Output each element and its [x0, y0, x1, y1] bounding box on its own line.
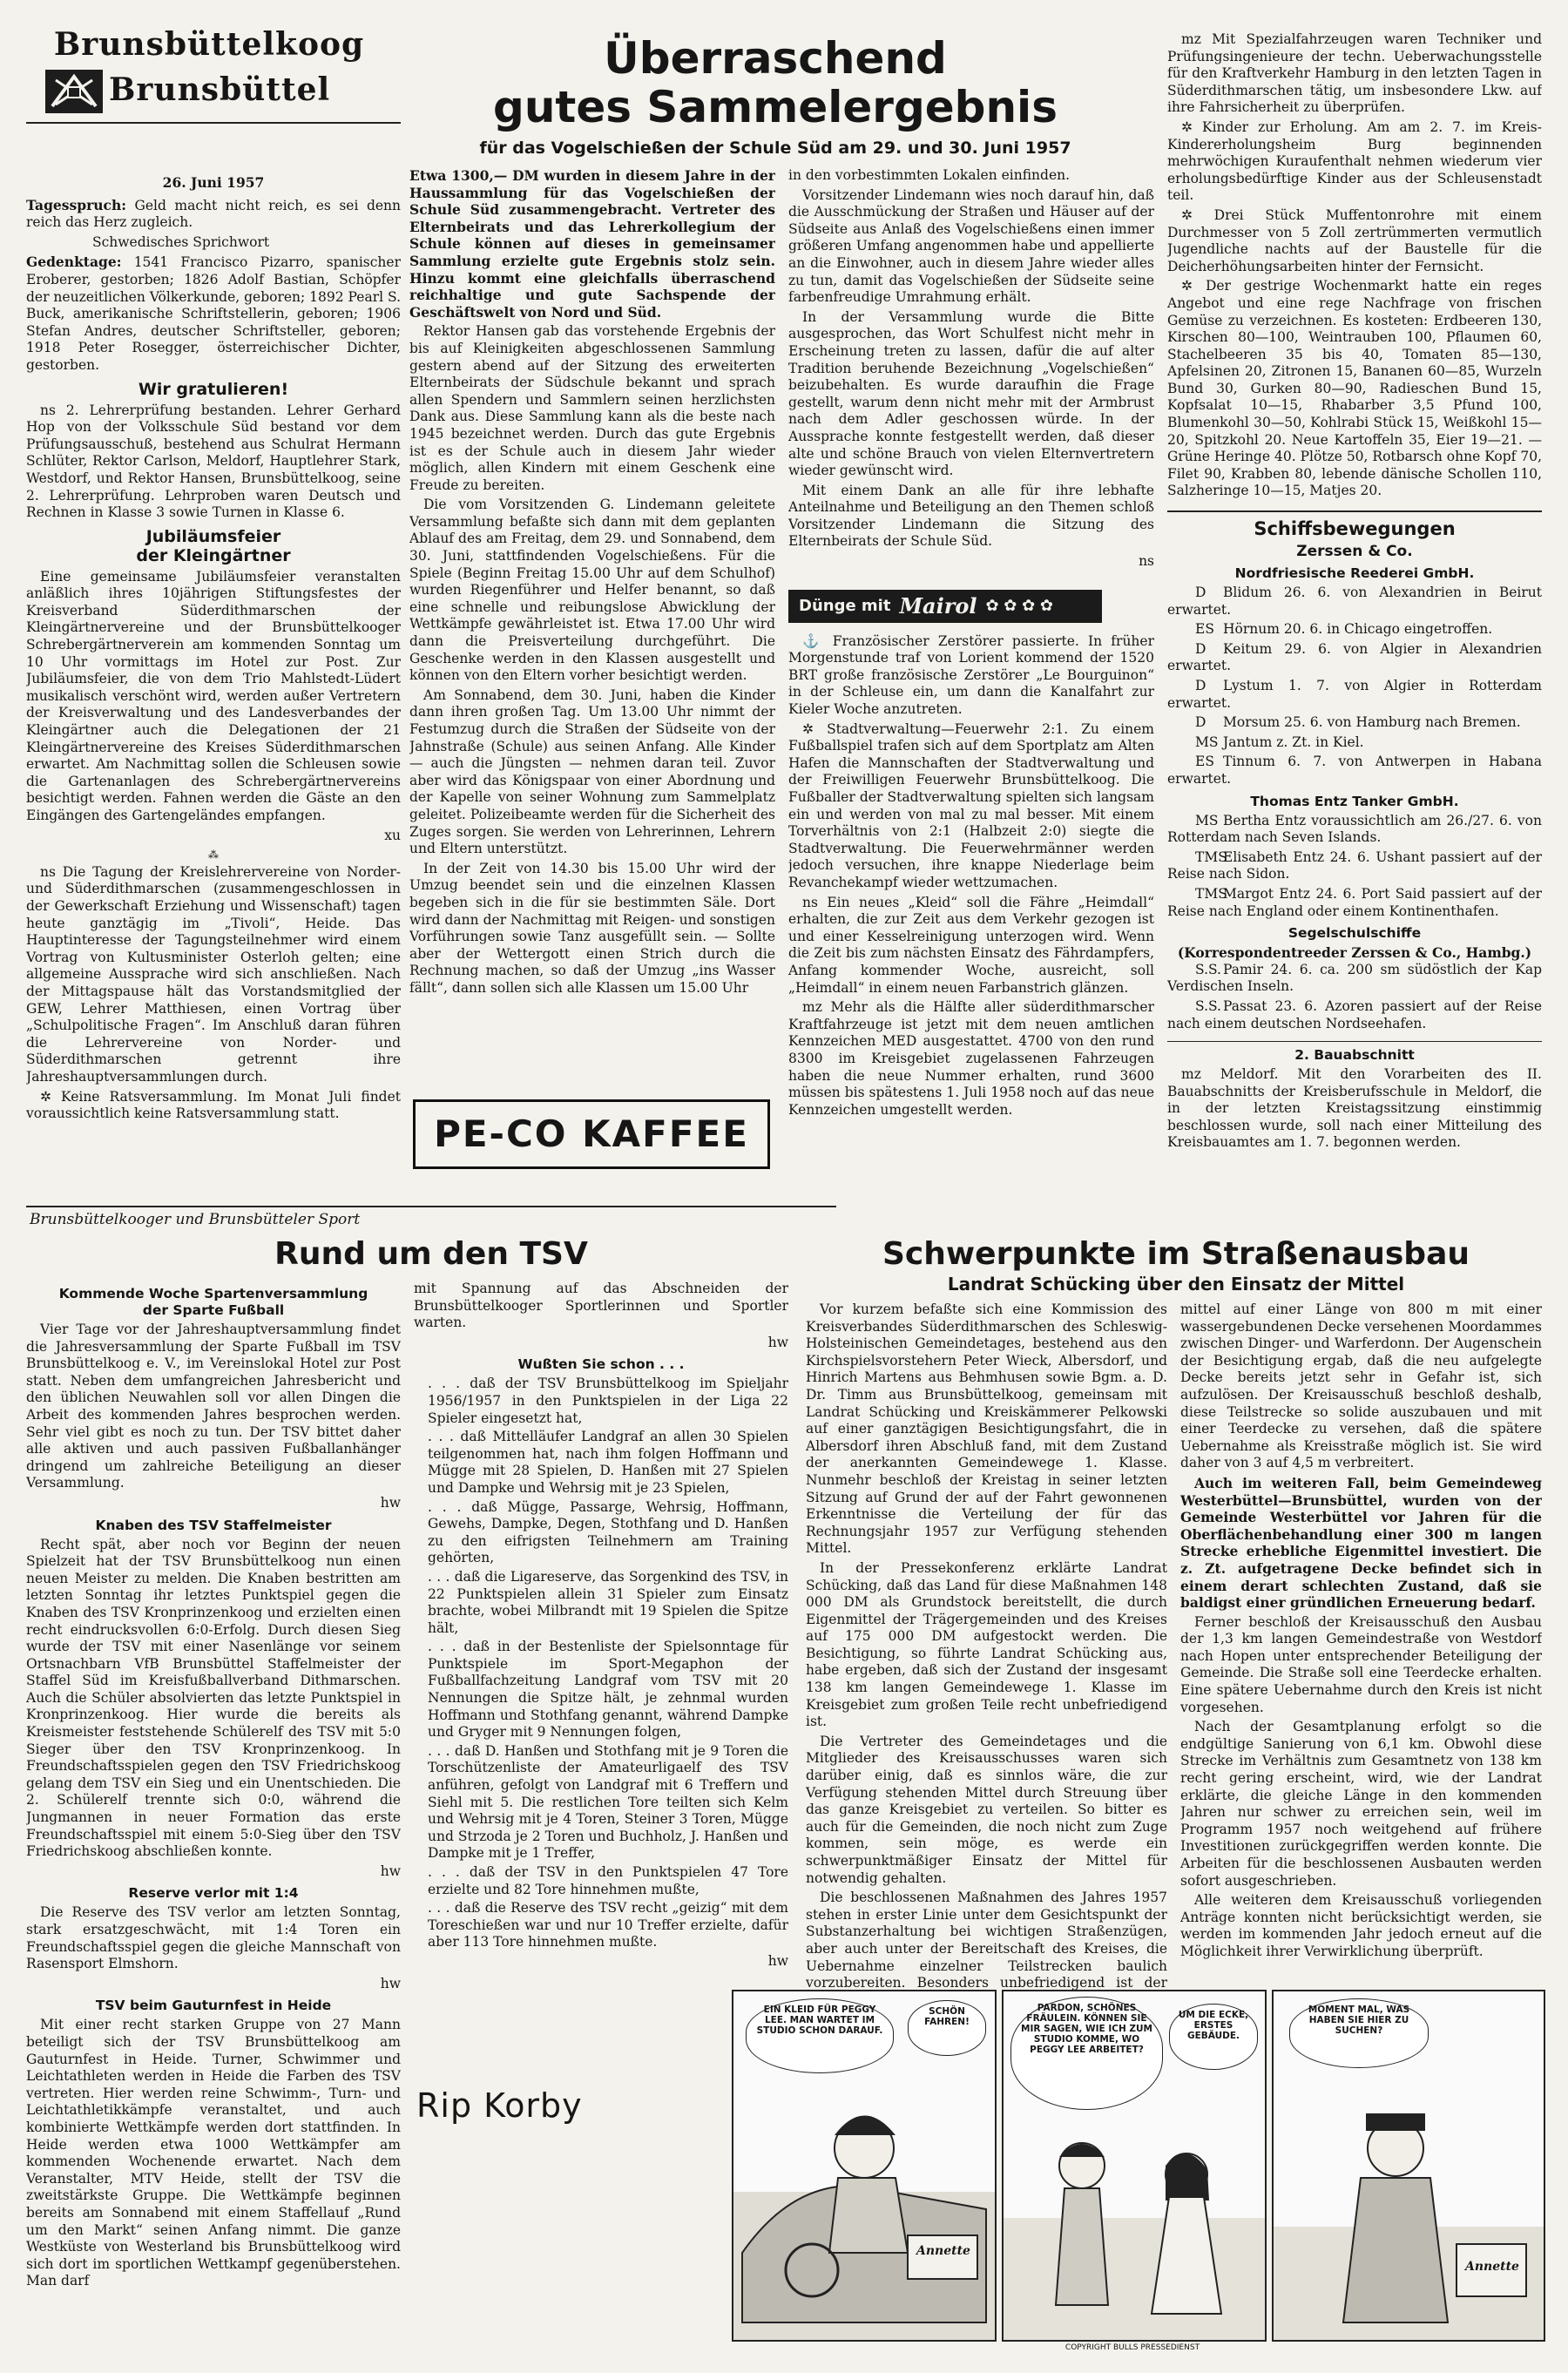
bau-text: mz Meldorf. Mit den Vorarbeiten des II. Bauabschnitts der Kreisberufsschule in Meldorf, die in der letzten Kreistagssitzung einstimmig beschlossen wurde, soll nach einer Mitteilung des Kreisbauamtes am 1. 7. begonnen werden.: [1167, 1066, 1542, 1151]
headline-2: gutes Sammelergebnis: [493, 82, 1058, 132]
edition-date: 26. Juni 1957: [162, 174, 265, 191]
ship-entry: [1167, 621, 1542, 639]
speech-balloon-3: PARDON, SCHÖNES FRÄULEIN. KÖNNEN SIE MIR SAGEN, WIE ICH ZUM STUDIO KOMME, WO PEGGY LEE ARBEITET?: [1010, 1997, 1163, 2110]
tagesspruch-text: Geld macht nicht reich, es sei denn reich das Herz zugleich.: [26, 197, 401, 231]
ad-peco-text: PE-CO KAFFEE: [434, 1112, 749, 1155]
flower-icon: ✿ ✿ ✿ ✿: [985, 596, 1053, 615]
schiff-company: Zerssen & Co.: [1296, 543, 1413, 561]
schiff-heading: Schiffsbewegungen: [1254, 518, 1456, 540]
tagesspruch-label: Tagesspruch:: [26, 196, 126, 213]
star-icon: ✲: [1181, 206, 1214, 223]
ship-code: S.S.: [1195, 997, 1221, 1014]
panel1-sign: Annette: [916, 2244, 970, 2258]
city-crest-icon: [44, 68, 105, 115]
right-column: [1167, 31, 1542, 1181]
ship-entry: [1167, 813, 1542, 847]
ship-entry: [1167, 678, 1542, 712]
article-p2: Die vom Vorsitzenden G. Lindemann geleitete Versammlung befaßte sich dann mit dem geplanten Ablauf des am Freitag, dem 29. und Sonnabend, dem 30. Juni, stattfindenden Vogelschießens. Für die Spiele (Beginn Freitag 15.00 Uhr auf dem Schulhof) wurden Riegenführer und Helfer benannt, so daß eine schnelle und reibungslose Abwicklung der Wettkämpfe gewährleistet ist. Etwa 17.00 Uhr wird dann die Preisverteilung durchgeführt. Die Geschenke werden in den Klassen ausgestellt und können von den Eltern vorher besichtigt werden.: [409, 497, 775, 684]
sport-section-label: Brunsbüttelkooger und Brunsbütteler Sport: [30, 1211, 361, 1228]
strasse-d2: Auch im weiteren Fall, beim Gemeindeweg Westerbüttel—Brunsbüttel, wurden von der Gemeinde Westerbüttel vor Jahren für die Oberflächenbehandlung einer 300 m langen Strecke erhebliche Eigenmittel investiert. Die z. Zt. aufgetragene Decke befindet sich in einem derart schlechten Zustand, daß sie baldigst einer gründlichen Erneuerung bedarf.: [1180, 1474, 1542, 1612]
ship-text: Morsum 25. 6. von Hamburg nach Bremen.: [1223, 714, 1521, 731]
speech-balloon-5: MOMENT MAL, WAS HABEN SIE HIER ZU SUCHEN?: [1289, 1998, 1429, 2068]
comic-credit: COPYRIGHT BULLS PRESSEDIENST: [1064, 2343, 1200, 2352]
strasse-d4: Nach der Gesamtplanung erfolgt so die endgültige Sanierung von 6,1 km. Obwohl diese Strecke im Verhältnis zum Gesamtnetz von 138 km recht gering erscheint, wird, wie der Landrat erklärte, die gleiche Länge in den kommenden Jahren nur schwer zu erreichen sein, weil im Programm 1957 noch weitgehend auf frühere Investitionen zurückgegriffen werden konnte. Die Arbeiten für die beschlossenen Ausbauten werden sofort ausgeschrieben.: [1180, 1719, 1542, 1889]
comic-title: Rip Korby: [416, 2086, 583, 2125]
ship-icon: ⚓: [802, 632, 833, 649]
ship-code: MS: [1195, 812, 1219, 828]
strasse-d5: Alle weiteren dem Kreisausschuß vorliegenden Anträge konnten nicht berücksichtigt werden, sie werden im kommenden Jahr jedoch erneut auf die Möglichkeit ihrer Verwirklichung überprüft.: [1180, 1892, 1542, 1959]
segel-heading: Segelschulschiffe: [1288, 925, 1422, 942]
franz-text: ⚓ Französischer Zerstörer passierte. In früher Morgenstunde traf von Lorient kommend der 1520 BRT große französische Zerstörer „Le Bourguinon“ in der Schleuse ein, um dann die Kanalfahrt zur Kieler Woche anzutreten.: [788, 632, 1154, 718]
masthead-line1: Brunsbüttelkoog: [53, 26, 365, 63]
ship-code: S.S.: [1195, 961, 1221, 977]
ad-peco-kaffee[interactable]: [413, 1099, 770, 1169]
markt-text: ✲ Der gestrige Wochenmarkt hatte ein reges Angebot und eine rege Nachfrage von frischen Gemüse zu verzeichnen. Es kosteten: Erdbeeren 130, Kirschen 80—100, Weintrauben 100, Pflaumen 60, Stachelbeeren 35 bis 40, Tomaten 85—130, Apfelsinen 20, Zitronen 15, Bananen 60—85, Wurzeln Bund 30, Gurken 80—90, Radieschen Bund 15, Kopfsalat 10—15, Rhabarber 3,5 Pfund 100, Blumenkohl 30—50, Kohlrabi Stück 15, Weißkohl 15—20, Spitzkohl 20. Neue Kartoffeln 35, Eier 19—21. — Grüne Heringe 40. Plötze 50, Rotbarsch ohne Kopf 70, Filet 90, Krabben 80, lebende dänische Schollen 110, Salzheringe 10—15, Matjes 20.: [1167, 278, 1542, 499]
entz-heading: Thomas Entz Tanker GmbH.: [1250, 793, 1459, 809]
middle-column-2: [788, 167, 1154, 1169]
wussten-item: . . . daß in der Bestenliste der Spielsonntage für Punktspiele im Sport-Megaphon der Fußballfachzeitung Landgraf vom TSV mit 20 Nennungen die Spitze hält, je zehnmal wurden Hoffmann und Stothfang genannt, während Dampke und Gryger mit 9 Nennungen folgen,: [428, 1639, 788, 1741]
article-p1: Rektor Hansen gab das vorstehende Ergebnis der bis auf Kleinigkeiten abgeschlossenen Sammlung gestern abend auf der Sitzung des erweiterten Elternbeirats der Südschule bekannt und sprach allen Spendern und Sammlern seinen herzlichsten Dank aus. Diese Sammlung kann als die beste nach 1945 bezeichnet werden. Durch das gute Ergebnis ist es der Schule auch in diesem Jahr wieder möglich, allen Kindern mit einem Geschenk eine Freude zu bereiten.: [409, 323, 775, 493]
article-p5: in den vorbestimmten Lokalen einfinden.: [788, 167, 1071, 183]
ship-text: Elisabeth Entz 24. 6. Ushant passiert auf der Reise nach Sidon.: [1167, 848, 1542, 882]
tagesspruch-source: Schwedisches Sprichwort: [92, 233, 270, 250]
star-icon: ✲: [1181, 278, 1206, 294]
strasse-subtitle: Landrat Schücking über den Einsatz der Mittel: [947, 1274, 1405, 1295]
kleid-text: ns Ein neues „Kleid“ soll die Fähre „Heimdall“ erhalten, die zur Zeit aus dem Verkehr gezogen ist und einer Kesselreinigung unterzogen wird. Wenn die Zeit bis zum nächsten Einsatz des Fährdampfers, Anfang kommender Woche, ausreicht, soll „Heimdall“ in einem neuen Farbanstrich glänzen.: [788, 894, 1154, 996]
comic-panel-2: [1002, 1990, 1267, 2342]
ad-mairol-brand: Mairol: [899, 592, 977, 619]
ship-code: TMS: [1195, 885, 1227, 902]
ship-code: ES: [1195, 754, 1214, 770]
strasse-column-1: [806, 1301, 1167, 1990]
ship-list-entz: [1167, 813, 1542, 921]
strasse-d1: mittel auf einer Länge von 800 m mit einer wassergebundenen Decke versehenen Moordammes zwischen Dinger- und Warferdonn. Der Augenschein der Besichtigung ergab, daß die neu aufgelegte Decke bereits jetzt sehr in Gefahr ist, sich aufzulösen. Der Kreisausschuß beschloß deshalb, diese Teilstrecke so solide auszubauen und mit einer Teerdecke zu versehen, daß die spätere Uebernahme als Kreisstraße möglich ist. Sie wird daher von 3 auf 4,5 m verbreitert.: [1180, 1301, 1542, 1471]
headline-1: Überraschend: [604, 33, 947, 84]
ship-entry: [1167, 998, 1542, 1032]
s1-text: Vier Tage vor der Jahreshauptversammlung findet die Jahresversammlung der Sparte Fußball im TSV Brunsbüttelkoog e. V., im Vereinslokal Hotel zur Post statt. Neben dem umfangreichen Jahresbericht und den üblichen Neuwahlen soll vor allen Dingen die Arbeit des kommenden Jahres besprochen werden. Sehr viel gibt es noch zu tun. Der TSV bittet daher alle aktiven und auch passiven Fußballanhänger dringend um zahlreiche Beteiligung an dieser Versammlung.: [26, 1322, 401, 1491]
gratulieren-heading: Wir gratulieren!: [138, 379, 289, 399]
article-p6: Vorsitzender Lindemann wies noch darauf hin, daß die Ausschmückung der Straßen und Häuser auf der Südseite aus Anlaß des Vogelschießens einen immer größeren Umfang angenommen habe und appellierte an die Einwohner, auch in diesem Jahre wieder alles zu tun, damit das Vogelschießen der Südseite seine farbenfreudige Umrahmung erhält.: [788, 186, 1154, 306]
s4-heading: TSV beim Gauturnfest in Heide: [95, 1998, 332, 2014]
ship-code: D: [1195, 678, 1206, 693]
ship-code: ES: [1195, 621, 1214, 638]
bau-heading: 2. Bauabschnitt: [1294, 1047, 1415, 1064]
article-p4: In der Zeit von 14.30 bis 15.00 Uhr wird der Umzug beendet sein und die einzelnen Klassen begeben sich in die für sie bestimmten Säle. Dort wird dann der Nachmittag mit Reigen- und sonstigen Vorführungen sowie Tanz ausgefüllt sein. — Sollte aber der Wettergott einen Strich durch die Rechnung machen, so daß der Umzug „ins Wasser fällt“, dann sollen sich alle Klassen um 15.00 Uhr: [409, 860, 775, 996]
sport-rule: [26, 1206, 836, 1207]
article-lede: Etwa 1300,— DM wurden in diesem Jahre in der Haussammlung für das Vogelschießen der Schule Süd zusammengebracht. Vertreter des Elternbeirats und das Lehrerkollegium der Schule können auf dieses in gemeinsamer Sammlung erzielte gute Ergebnis stolz sein. Hinzu kommt eine gleichfalls überraschend reichhaltige und gute Sachspende der Geschäftswelt von Nord und Süd.: [409, 167, 775, 321]
rule-bau: [1167, 1041, 1542, 1042]
wussten-item: . . . daß die Ligareserve, das Sorgenkind des TSV, in 22 Punktspielen allein 31 Spieler zum Einsatz brachte, wobei Milbrandt mit 19 Spielen die Spitze hält,: [428, 1568, 788, 1636]
wussten-item: . . . daß der TSV in den Punktspielen 47 Tore erzielte und 82 Tore hinnehmen mußte,: [428, 1864, 788, 1897]
star-icon: ✲: [40, 1088, 62, 1105]
s2-heading: Knaben des TSV Staffelmeister: [95, 1517, 332, 1533]
spezial-text: mz Mit Spezialfahrzeugen waren Techniker und Prüfungsingenieure der techn. Ueberwachungsstelle für den Kraftverkehr Hamburg in den letzten Tagen in Süderdithmarschen tätig, um insbesondere Lkw. auf ihre Fahrsicherheit zu überprüfen.: [1167, 31, 1542, 116]
haelfte-text: mz Mehr als die Hälfte aller süderdithmarscher Kraftfahrzeuge ist jetzt mit dem neuen amtlichen Kennzeichen MED ausgestattet. 4700 von den rund 8300 im Kreisgebiet zugelassenen Fahrzeugen haben die neue Nummer erhalten, rund 3600 müssen bis spätestens 1. Juli 1958 noch auf das neue Kennzeichen umgestellt werden.: [788, 999, 1154, 1118]
ship-text: Pamir 24. 6. ca. 200 sm südöstlich der Kap Verdischen Inseln.: [1167, 961, 1542, 995]
headline-subtitle: für das Vogelschießen der Schule Süd am 29. und 30. Juni 1957: [479, 139, 1071, 158]
strasse-d3: Ferner beschloß der Kreisausschuß den Ausbau der 1,3 km langen Gemeindestraße von Westdorf nach Hopen unter entsprechender Beteiligung der Gemeinde. Die Straße soll eine Teerdecke erhalten. Eine spätere Uebernahme durch den Kreis ist nicht vorgesehen.: [1180, 1613, 1542, 1715]
wussten-item: . . . daß Mittelläufer Landgraf an allen 30 Spielen teilgenommen hat, nach ihm folgen Hoffmann und Mügge mit 28 Spielen, D. Hanßen mit 27 Spielen und Dampke und Wehrsig mit je 23 Spielen,: [428, 1429, 788, 1496]
ship-code: D: [1195, 640, 1206, 657]
schiff-reederei: Nordfriesische Reederei GmbH.: [1234, 565, 1475, 582]
s1-heading-1: Kommende Woche Spartenversammlung: [58, 1286, 368, 1301]
comic-panel-3: [1272, 1990, 1545, 2342]
wussten-item: . . . daß D. Hanßen und Stothfang mit je 9 Toren die Torschützenliste der Amateurligaelf des TSV anführen, gefolgt von Landgraf mit 6 Treffern und Siehl mit 5. Die restlichen Tore teilten sich Kelm und Wehrsig mit je 4 Toren, Steiner 3 Toren, Mügge und Strzoda je 2 Toren und Buchholz, J. Hanßen und Dampke mit je 1 Treffer,: [428, 1742, 788, 1862]
ship-text: Lystum 1. 7. von Algier in Rotterdam erwartet.: [1167, 678, 1542, 711]
stadt-text: ✲ Stadtverwaltung—Feuerwehr 2:1. Zu einem Fußballspiel trafen sich auf dem Sportplatz am Alten Hafen die Mannschaften der Stadtverwaltung und der Freiwilligen Feuerwehr Brunsbüttelkoog. Die Fußballer der Stadtverwaltung spielten sich langsam ein und werden von mal zu mal besser. Mit einem Torverhältnis von 2:1 (Halbzeit 2:0) siegte die Stadtverwaltung. Die Feuerwehrmänner werden jedoch versuchen, ihre knappe Niederlage beim Revanchekampf wieder wettzumachen.: [788, 720, 1154, 890]
muffen-text: ✲ Drei Stück Muffentonrohre mit einem Durchmesser von 5 Zoll zertrümmerten vermutlich Jugendliche nachts auf der Baustelle für die Deicherhöhungsarbeiten hinter der Fernsicht.: [1167, 206, 1542, 274]
ship-entry: [1167, 962, 1542, 996]
strasse-c1: Vor kurzem befaßte sich eine Kommission des Kreisverbandes Süderdithmarschen des Schleswig-Holsteinischen Gemeindetages, bestehend aus den Kirchspielsvorstehern Peter Wieck, Albersdorf, und Hinrich Martens aus Behmhusen sowie Bgm. a. D. Dr. Timm aus Brunsbüttelkoog, gemeinsam mit Landrat Schücking und Kreiskämmerer Pelkowski auf einer ganztägigen Besichtigungsfahrt, die in Albersdorf ihren Abschluß fand, mit dem Zustand der anerkannten Gemeindewege 1. Klasse. Nunmehr beschloß der Kreistag in seiner letzten Sitzung auf Grund der auf der Fahrt gewonnenen Erkenntnisse die Verteilung der für das Rechnungsjahr 1957 zur Verfügung stehenden Mittel.: [806, 1301, 1167, 1557]
ship-code: MS: [1195, 734, 1219, 750]
ship-list-nord: [1167, 585, 1542, 788]
masthead-line2: Brunsbüttel: [109, 71, 331, 108]
ship-entry: [1167, 734, 1542, 752]
kinder-text: ✲ Kinder zur Erholung. Am am 2. 7. im Kreis-Kindererholungsheim Burg beginnenden mehrwöchigen Kuraufenthalt nehmen wiederum vier erholungsbedürftige Kinder aus der Schleusenstadt teil.: [1167, 118, 1542, 204]
star-icon: ✲: [802, 720, 828, 737]
wussten-heading: Wußten Sie schon . . .: [517, 1356, 685, 1373]
article-p7: In der Versammlung wurde die Bitte ausgesprochen, das Wort Schulfest nicht mehr in Erscheinung treten zu lassen, dafür die auf alter Tradition beruhende Bezeichnung „Vogelschießen“ beizubehalten. Es wurde daraufhin die Frage gestellt, warum denn nicht mehr mit der Armbrust nach dem Adler geschossen würde. In der Aussprache konnte festgestellt werden, daß dieser alte und schöne Brauch von vielen Elternvertretern wieder gewünscht wird.: [788, 308, 1154, 479]
wussten-signature: hw: [767, 1952, 788, 1969]
ship-text: Tinnum 6. 7. von Antwerpen in Habana erwartet.: [1167, 754, 1542, 787]
ship-text: Margot Entz 24. 6. Port Said passiert auf der Reise nach England oder einem Kontinenthafen.: [1167, 885, 1542, 919]
article-p3: Am Sonnabend, dem 30. Juni, haben die Kinder dann ihren großen Tag. Um 13.00 Uhr nimmt der Festumzug durch die Straßen der Südseite von der Jahnstraße (Schule) aus seinen Anfang. Alle Kinder — auch die Jüngsten — nehmen daran teil. Zuvor aber wird das Königspaar von einer Abordnung und der Kapelle von seiner Wohnung zum Sammelplatz geleitet. Polizeibeamte werden für die Sicherheit des Zuges sorgen. Sie werden von Lehrerinnen, Lehrern und Eltern unterstützt.: [409, 686, 775, 857]
s4-continued: mit Spannung auf das Abschneiden der Brunsbüttelkooger Sportlerinnen und Sportler warten.: [414, 1281, 788, 1331]
middle-column-1: [409, 167, 775, 1173]
comic-panel-1: [732, 1990, 997, 2342]
speech-balloon-4: UM DIE ECKE, ERSTES GEBÄUDE.: [1169, 2004, 1258, 2070]
masthead-rule: [26, 122, 401, 124]
ship-text: Blidum 26. 6. von Alexandrien in Beirut erwartet.: [1167, 585, 1542, 618]
strasse-c3: Die Vertreter des Gemeindetages und die Mitglieder des Kreisausschusses waren sich darüber einig, daß es sinnlos wäre, die zur Verfügung stehenden Mittel durch Streuung über das ganze Kreisgebiet zu verteilen. So bitter es auch für die Gemeinden, die noch nicht zum Zuge kommen, sein möge, es werde ein schwerpunktmäßiger Einsatz der Mittel für notwendig gehalten.: [806, 1733, 1167, 1886]
s4-text: Mit einer recht starken Gruppe von 27 Mann beteiligt sich der TSV Brunsbüttelkoog am Gauturnfest in Heide. Turner, Schwimmer und Leichtathleten werden in Heide die Farben des TSV vertreten. Hier werden reine Schwimm-, Turn- und Leichtathletikkämpfe veranstaltet, und auch kombinierte Wettkämpfe werden dort stattfinden. In Heide werden etwa 1000 Wettkämpfer am kommenden Wochenende erwartet. Nach dem Veranstalter, MTV Heide, stellt der TSV die zweitstärkste Gruppe. Die Wettkämpfe beginnen bereits am Sonnabend mit einem Staffellauf „Rund um den Markt“ seinen Anfang nimmt. Die ganze Westküste von Westerland bis Brunsbüttelkoog wird sich dort im sportlichen Wettkampf gegenüberstehen. Man darf: [26, 2017, 401, 2289]
ship-text: Passat 23. 6. Azoren passiert auf der Reise nach einem deutschen Nordseehafen.: [1167, 997, 1542, 1031]
wussten-item: . . . daß die Reserve des TSV recht „geizig“ mit dem Toreschießen war und nur 10 Treffer erzielte, dafür aber 113 Tore hinnehmen mußte.: [428, 1900, 788, 1950]
article-p8-sig: ns: [1139, 553, 1154, 570]
wussten-list: [414, 1376, 788, 1951]
rule-schiff: [1167, 510, 1542, 512]
jubilaeum-signature: xu: [384, 827, 401, 843]
gedenktage-text: 1541 Francisco Pizarro, spanischer Eroberer, gestorben; 1826 Adolf Bastian, Schöpfer der neuzeitlichen Völkerkunde, geboren; 1892 Pearl S. Buck, amerikanische Schriftstellerin, geboren; 1906 Stefan Andres, deutscher Schriftsteller, geboren; 1918 Peter Rosegger, österreichischer Dichter, gestorben.: [26, 254, 401, 373]
jubilaeum-text: Eine gemeinsame Jubiläumsfeier veranstalten anläßlich ihres 10jährigen Stiftungsfestes der Kreisverband Süderdithmarschen der Kleingärtnervereine und der Brunsbüttelkooger Schrebergärtnerverein am kommenden Sonntag um 10 Uhr vormittags im Hotel zur Post. Zur Jubiläumsfeier, die von dem Trio Mahlstedt-Lüdert musikalisch verschönt wird, werden außer Vertretern der Kreisverwaltung und des Landesverbandes der Kleingärtner auch die Delegationen der 21 Kleingärtnervereine des Kreises Süderdithmarschen erwartet. Am Nachmittag sollen die Schleusen sowie die Gartenanlagen des Schrebergärtnervereins besichtigt werden. Fahnen werden die Gäste an den Eingängen des Gartengeländes empfangen.: [26, 568, 401, 823]
ship-text: Hörnum 20. 6. in Chicago eingetroffen.: [1223, 621, 1493, 638]
strasse-column-2: [1180, 1301, 1542, 1990]
ship-text: Bertha Entz voraussichtlich am 26./27. 6. von Rotterdam nach Seven Islands.: [1167, 812, 1542, 846]
segel-subheading: (Korrespondentreeder Zerssen & Co., Hambg.): [1177, 944, 1532, 962]
speech-balloon-1: EIN KLEID FÜR PEGGY LEE. MAN WARTET IM STUDIO SCHON DARAUF.: [746, 1998, 894, 2073]
s3-signature: hw: [380, 1975, 401, 1991]
masthead-row: [26, 68, 392, 117]
rats-text: ✲ Keine Ratsversammlung. Im Monat Juli findet voraussichtlich keine Ratsversammlung statt.: [26, 1088, 401, 1122]
ship-entry: [1167, 641, 1542, 675]
tagung-text: ns Die Tagung der Kreislehrervereine von Norder- und Süderdithmarschen (zusammengeschlossen in der Gewerkschaft Erziehung und Wissenschaft) tagen heute ganztägig im „Tivoli“, Heide. Das Hauptinteresse der Tagungsteilnehmer wird einem Vortrag von Kultusminister Osterloh gelten; eine allgemeine Aussprache wird sich anschließen. Nach der Mittagspause hält das Vorstandsmitglied der GEW, Lehrer Matthiesen, einen Vortrag über „Schulpolitische Fragen“. Im Anschluß daran führen die Lehrervereine von Norder- und Süderdithmarschen getrennt ihre Jahreshauptversammlungen durch.: [26, 863, 401, 1085]
ship-entry: [1167, 849, 1542, 883]
sport-title: Rund um den TSV: [274, 1236, 588, 1272]
jubilaeum-heading-1: Jubiläumsfeier: [145, 526, 281, 546]
ship-code: TMS: [1195, 848, 1227, 865]
wussten-item: . . . daß der TSV Brunsbüttelkoog im Spieljahr 1956/1957 in den Punktspielen in der Liga 22 Spieler eingesetzt hat,: [428, 1376, 788, 1426]
sport-column-2: [414, 1281, 788, 1978]
jubilaeum-heading-2: der Kleingärtner: [136, 545, 291, 565]
ad-mairol[interactable]: [788, 590, 1102, 623]
s1-signature: hw: [380, 1494, 401, 1511]
ship-entry: [1167, 714, 1542, 732]
s4-signature: hw: [767, 1334, 788, 1350]
ship-entry: [1167, 585, 1542, 619]
s1-heading-2: der Sparte Fußball: [142, 1302, 285, 1318]
article-p8: Mit einem Dank an alle für ihre lebhafte Anteilnahme und Beteiligung an den Themen schloß Vorsitzender Lindemann die Sitzung des Elternbeirats der Schule Süd.: [788, 482, 1154, 550]
ad-mairol-prefix: Dünge mit: [799, 596, 891, 615]
s2-signature: hw: [380, 1863, 401, 1879]
ship-list-segel: [1167, 962, 1542, 1032]
ship-text: Jantum z. Zt. in Kiel.: [1223, 734, 1364, 750]
s3-text: Die Reserve des TSV verlor am letzten Sonntag, stark ersatzgeschwächt, mit 1:4 Toren ein Freundschaftsspiel gegen die gleiche Mannschaft von Rasensport Elmshorn.: [26, 1904, 401, 1972]
star-icon: ✲: [1181, 118, 1203, 135]
panel3-sign: Annette: [1465, 2260, 1519, 2274]
s2-text: Recht spät, aber noch vor Beginn der neuen Spielzeit hat der TSV Brunsbüttelkoog nun einen neuen Meister zu melden. Die Knaben bestritten am letzten Sonntag ihr letztes Punktspiel gegen die Knaben des TSV Kronprinzenkoog und erzielten einen recht eindrucksvollen 6:0-Erfolg. Durch diesen Sieg wurde der TSV mit einer Nasenlänge vor seinem Ortsnachbarn VfB Brunsbüttel Staffelmeister der Staffel Süd im Kreisfußballverband Dithmarschen. Auch die Schüler absolvierten das letzte Punktspiel in Kronprinzenkoog. Hier wurde die bereits als Kreismeister feststehende Schülerelf des TSV mit 5:0 Sieger über den TSV Kronprinzenkoog. In Freundschaftsspielen gegen den TSV Friedrichskoog gelang dem TSV ein Sieg und ein Unentschieden. Die 2. Schülerelf trennte sich 0:0, während die Jungmannen in neuer Formation das erste Freundschaftsspiel mit einem 5:0-Sieg über den TSV Friedrichskoog abschließen konnte.: [26, 1536, 401, 1860]
divider-asterisk: ⁂: [208, 848, 219, 862]
s3-heading: Reserve verlor mit 1:4: [128, 1885, 299, 1902]
left-column: [26, 174, 401, 1193]
ship-entry: [1167, 754, 1542, 788]
ship-code: D: [1195, 585, 1206, 601]
speech-balloon-2: SCHÖN FAHREN!: [908, 2000, 986, 2056]
gedenktage-label: Gedenktage:: [26, 254, 122, 271]
ship-text: Keitum 29. 6. von Algier in Alexandrien erwartet.: [1167, 640, 1542, 674]
ship-entry: [1167, 886, 1542, 920]
wussten-item: . . . daß Mügge, Passarge, Wehrsig, Hoffmann, Gewehs, Dampke, Degen, Stothfang und D. Hanßen zu den eifrigsten Teilnehmern am Training gehörten,: [428, 1498, 788, 1566]
strasse-c4: Die beschlossenen Maßnahmen des Jahres 1957 stehen in erster Linie unter dem Gesichtspunkt der Substanzerhaltung bei wichtigen Straßenzügen, aber auch unter der Bereitschaft des Kreises, die Uebernahme einzelner Teilstrecken baulich vorzubereiten. Besonders unbefriedigend ist der: [806, 1890, 1167, 1990]
gratulieren-text: ns 2. Lehrerprüfung bestanden. Lehrer Gerhard Hop von der Volksschule Süd bestand vor dem Prüfungsausschuß, bestehend aus Schulrat Hermann Schlüter, Rektor Carlson, Meldorf, Hauptlehrer Stark, Westdorf, und Rektor Hansen, Brunsbüttelkoog, seine 2. Lehrerprüfung. Lehrproben waren Deutsch und Rechnen in Klasse 3 sowie Turnen in Klasse 6.: [26, 402, 401, 521]
ship-code: D: [1195, 714, 1206, 731]
strasse-c2: In der Pressekonferenz erklärte Landrat Schücking, daß das Land für diese Maßnahmen 148 000 DM als Grundstock bereitstellt, die durch Eigenmittel der Trägergemeinden und des Kreises auf 175 000 DM aufgestockt werden. Die Besichtigung, so führte Landrat Schücking aus, habe ergeben, daß sich der Zustand der insgesamt 138 km langen Gemeindewege 1. Klasse im Kreisgebiet zum großen Teile recht unbefriedigend ist.: [806, 1559, 1167, 1730]
sport-column-1: [26, 1281, 401, 2356]
strasse-title: Schwerpunkte im Straßenausbau: [882, 1236, 1470, 1272]
